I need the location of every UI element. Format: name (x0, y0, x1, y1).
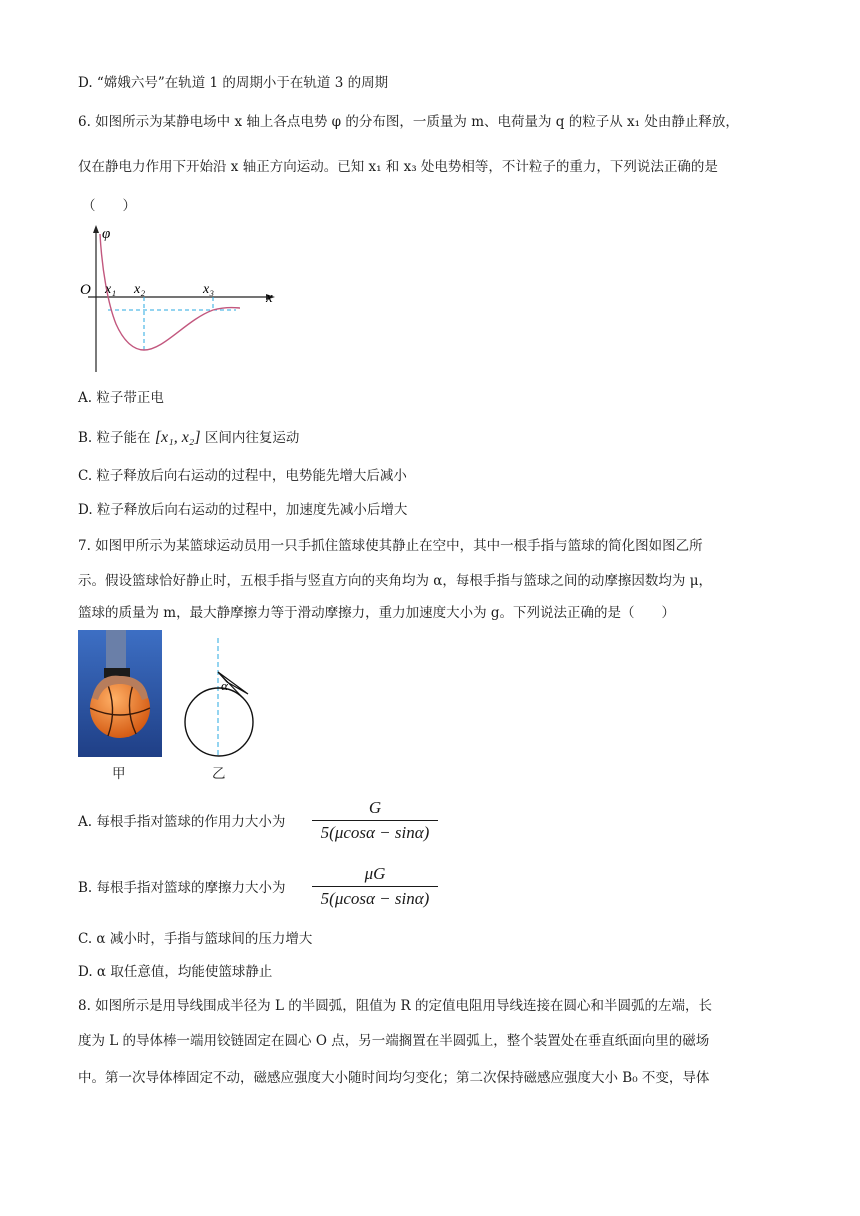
q6-option-b (78, 428, 299, 448)
q7-stem-line-2: 示。假设篮球恰好静止时，五根手指与竖直方向的夹角均为 α，每根手指与篮球之间的动摩擦因数均为 μ， (78, 573, 712, 589)
q6-option-b-interval: [x₁, x₂] (154, 429, 201, 446)
phi-label: φ (102, 226, 111, 242)
q7-option-c: C. α 减小时，手指与篮球间的压力增大 (78, 931, 313, 947)
q7-stem-line-3: 篮球的质量为 m，最大静摩擦力等于滑动摩擦力，重力加速度大小为 g。下列说法正确的是（ ） (78, 605, 676, 621)
q7-option-b-fraction (312, 864, 438, 909)
q8-stem-line-1: 8. 如图所示是用导线围成半径为 L 的半圆弧，阻值为 R 的定值电阻用导线连接在圆心和半圆弧的左端，长 (78, 998, 712, 1014)
x2-label: x₂ (134, 282, 146, 297)
x1-label: x₁ (105, 282, 117, 297)
q7-option-a-fraction (312, 798, 438, 843)
q7-option-b: B. 每根手指对篮球的摩擦力大小为 (78, 880, 286, 896)
q7-option-b-numerator: μG (364, 864, 386, 883)
q7-option-a-denominator: 5(μcosα − sinα) (320, 823, 430, 842)
figure-jia-label: 甲 (112, 766, 126, 782)
q6-potential-graph (78, 222, 288, 377)
q6-option-c: C. 粒子释放后向右运动的过程中，电势能先增大后减小 (78, 468, 407, 484)
q7-option-a: A. 每根手指对篮球的作用力大小为 (78, 814, 286, 830)
q6-option-b-prefix: B. 粒子能在 (78, 430, 151, 446)
q8-stem-line-2: 度为 L 的导体棒一端用铰链固定在圆心 O 点，另一端搁置在半圆弧上，整个装置处在垂直纸面向里的磁场 (78, 1033, 710, 1049)
figure-yi-label: 乙 (212, 766, 226, 782)
alpha-label: α (221, 678, 228, 693)
q8-stem-line-3: 中。第一次导体棒固定不动，磁感应强度大小随时间均匀变化；第二次保持磁感应强度大小 B₀ 不变，导体 (78, 1070, 710, 1086)
finger-ball-diagram (180, 636, 260, 760)
x-axis-label: x (266, 290, 273, 306)
q6-answer-blank: （ ） (82, 198, 136, 214)
q7-stem-line-1: 7. 如图甲所示为某篮球运动员用一只手抓住篮球使其静止在空中，其中一根手指与篮球的简化图如图乙所 (78, 538, 703, 554)
origin-label: O (80, 282, 91, 298)
q5-option-d: D. “嫦娥六号”在轨道 1 的周期小于在轨道 3 的周期 (78, 75, 389, 91)
q6-stem-line-1: 6. 如图所示为某静电场中 x 轴上各点电势 φ 的分布图，一质量为 m、电荷量为 q 的粒子从 x₁ 处由静止释放， (78, 114, 739, 130)
q6-option-d: D. 粒子释放后向右运动的过程中，加速度先减小后增大 (78, 502, 408, 518)
q6-option-a: A. 粒子带正电 (78, 390, 164, 406)
q6-option-b-suffix: 区间内往复运动 (204, 430, 300, 446)
x3-label: x₃ (203, 282, 215, 297)
q7-option-d: D. α 取任意值，均能使篮球静止 (78, 964, 273, 980)
q6-stem-line-2: 仅在静电力作用下开始沿 x 轴正方向运动。已知 x₁ 和 x₃ 处电势相等，不计粒子的重力，下列说法正确的是 (78, 159, 718, 175)
q7-option-b-denominator: 5(μcosα − sinα) (320, 889, 430, 908)
q7-option-a-numerator: G (368, 798, 382, 817)
basketball-photo (78, 630, 162, 757)
